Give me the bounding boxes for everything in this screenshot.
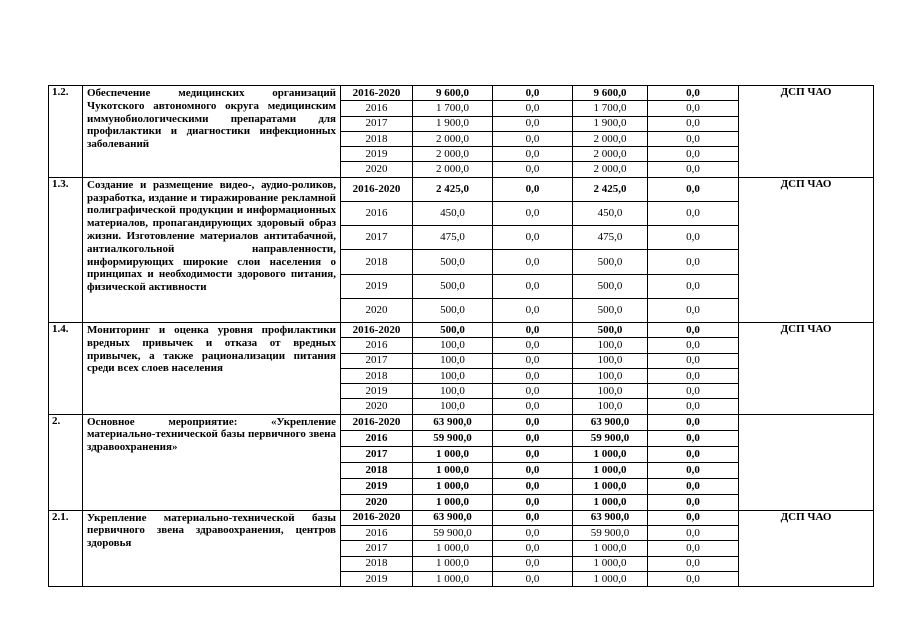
total-cell: 450,0 xyxy=(413,201,493,225)
federal-cell: 0,0 xyxy=(493,226,573,250)
total-cell: 100,0 xyxy=(413,338,493,353)
federal-cell: 0,0 xyxy=(493,446,573,462)
total-cell: 500,0 xyxy=(413,250,493,274)
other-cell: 0,0 xyxy=(648,147,739,162)
total-cell: 63 900,0 xyxy=(413,414,493,430)
regional-cell: 500,0 xyxy=(573,250,648,274)
regional-cell: 1 900,0 xyxy=(573,116,648,131)
year-cell: 2020 xyxy=(341,494,413,510)
total-cell: 59 900,0 xyxy=(413,430,493,446)
federal-cell: 0,0 xyxy=(493,101,573,116)
federal-cell: 0,0 xyxy=(493,430,573,446)
regional-cell: 500,0 xyxy=(573,298,648,322)
total-cell: 1 000,0 xyxy=(413,462,493,478)
federal-cell: 0,0 xyxy=(493,368,573,383)
total-cell: 1 900,0 xyxy=(413,116,493,131)
total-cell: 1 700,0 xyxy=(413,101,493,116)
federal-cell: 0,0 xyxy=(493,322,573,337)
table-row xyxy=(49,86,874,101)
regional-cell: 1 700,0 xyxy=(573,101,648,116)
responsible-org: ДСП ЧАО xyxy=(739,322,874,414)
year-cell: 2018 xyxy=(341,462,413,478)
federal-cell: 0,0 xyxy=(493,86,573,101)
year-cell: 2016 xyxy=(341,101,413,116)
year-cell: 2020 xyxy=(341,399,413,414)
federal-cell: 0,0 xyxy=(493,525,573,540)
total-cell: 2 000,0 xyxy=(413,162,493,177)
regional-cell: 59 900,0 xyxy=(573,525,648,540)
other-cell: 0,0 xyxy=(648,86,739,101)
year-cell: 2016-2020 xyxy=(341,86,413,101)
year-cell: 2019 xyxy=(341,478,413,494)
regional-cell: 63 900,0 xyxy=(573,510,648,525)
regional-cell: 1 000,0 xyxy=(573,571,648,586)
year-cell: 2016 xyxy=(341,201,413,225)
other-cell: 0,0 xyxy=(648,162,739,177)
other-cell: 0,0 xyxy=(648,541,739,556)
total-cell: 100,0 xyxy=(413,368,493,383)
regional-cell: 450,0 xyxy=(573,201,648,225)
year-cell: 2018 xyxy=(341,250,413,274)
regional-cell: 2 000,0 xyxy=(573,162,648,177)
responsible-org: ДСП ЧАО xyxy=(739,177,874,322)
total-cell: 1 000,0 xyxy=(413,494,493,510)
total-cell: 2 000,0 xyxy=(413,131,493,146)
year-cell: 2020 xyxy=(341,298,413,322)
other-cell: 0,0 xyxy=(648,462,739,478)
regional-cell: 100,0 xyxy=(573,384,648,399)
table-row xyxy=(49,177,874,201)
total-cell: 500,0 xyxy=(413,322,493,337)
federal-cell: 0,0 xyxy=(493,177,573,201)
item-description: Укрепление материально-технической базы первичного звена здравоохранения, центров здоровья xyxy=(83,510,341,586)
year-cell: 2019 xyxy=(341,571,413,586)
regional-cell: 100,0 xyxy=(573,353,648,368)
year-cell: 2017 xyxy=(341,541,413,556)
federal-cell: 0,0 xyxy=(493,116,573,131)
federal-cell: 0,0 xyxy=(493,162,573,177)
other-cell: 0,0 xyxy=(648,525,739,540)
federal-cell: 0,0 xyxy=(493,541,573,556)
other-cell: 0,0 xyxy=(648,399,739,414)
other-cell: 0,0 xyxy=(648,322,739,337)
federal-cell: 0,0 xyxy=(493,131,573,146)
other-cell: 0,0 xyxy=(648,446,739,462)
total-cell: 1 000,0 xyxy=(413,556,493,571)
total-cell: 63 900,0 xyxy=(413,510,493,525)
regional-cell: 63 900,0 xyxy=(573,414,648,430)
year-cell: 2018 xyxy=(341,368,413,383)
total-cell: 2 000,0 xyxy=(413,147,493,162)
year-cell: 2017 xyxy=(341,116,413,131)
total-cell: 500,0 xyxy=(413,274,493,298)
federal-cell: 0,0 xyxy=(493,510,573,525)
other-cell: 0,0 xyxy=(648,298,739,322)
total-cell: 100,0 xyxy=(413,353,493,368)
regional-cell: 500,0 xyxy=(573,274,648,298)
other-cell: 0,0 xyxy=(648,274,739,298)
federal-cell: 0,0 xyxy=(493,494,573,510)
year-cell: 2016 xyxy=(341,338,413,353)
item-description: Мониторинг и оценка уровня профилактики вредных привычек и отказа от вредных привычек, а также рационализации питания среди всех слоев населения xyxy=(83,322,341,414)
other-cell: 0,0 xyxy=(648,556,739,571)
regional-cell: 100,0 xyxy=(573,338,648,353)
total-cell: 2 425,0 xyxy=(413,177,493,201)
other-cell: 0,0 xyxy=(648,226,739,250)
regional-cell: 1 000,0 xyxy=(573,446,648,462)
regional-cell: 100,0 xyxy=(573,399,648,414)
federal-cell: 0,0 xyxy=(493,462,573,478)
regional-cell: 100,0 xyxy=(573,368,648,383)
year-cell: 2019 xyxy=(341,147,413,162)
regional-cell: 9 600,0 xyxy=(573,86,648,101)
federal-cell: 0,0 xyxy=(493,556,573,571)
total-cell: 1 000,0 xyxy=(413,478,493,494)
regional-cell: 1 000,0 xyxy=(573,462,648,478)
federal-cell: 0,0 xyxy=(493,478,573,494)
item-number: 1.3. xyxy=(49,177,83,322)
year-cell: 2016-2020 xyxy=(341,510,413,525)
regional-cell: 59 900,0 xyxy=(573,430,648,446)
table-row xyxy=(49,322,874,337)
year-cell: 2019 xyxy=(341,384,413,399)
total-cell: 1 000,0 xyxy=(413,571,493,586)
year-cell: 2020 xyxy=(341,162,413,177)
year-cell: 2018 xyxy=(341,556,413,571)
federal-cell: 0,0 xyxy=(493,201,573,225)
total-cell: 59 900,0 xyxy=(413,525,493,540)
regional-cell: 2 000,0 xyxy=(573,131,648,146)
year-cell: 2016-2020 xyxy=(341,177,413,201)
federal-cell: 0,0 xyxy=(493,384,573,399)
total-cell: 1 000,0 xyxy=(413,541,493,556)
year-cell: 2017 xyxy=(341,353,413,368)
item-number: 2. xyxy=(49,414,83,510)
total-cell: 9 600,0 xyxy=(413,86,493,101)
program-activities-table xyxy=(48,85,874,587)
federal-cell: 0,0 xyxy=(493,147,573,162)
regional-cell: 2 000,0 xyxy=(573,147,648,162)
year-cell: 2016 xyxy=(341,430,413,446)
other-cell: 0,0 xyxy=(648,494,739,510)
total-cell: 475,0 xyxy=(413,226,493,250)
other-cell: 0,0 xyxy=(648,353,739,368)
other-cell: 0,0 xyxy=(648,368,739,383)
year-cell: 2017 xyxy=(341,446,413,462)
responsible-org xyxy=(739,414,874,510)
responsible-org: ДСП ЧАО xyxy=(739,510,874,586)
federal-cell: 0,0 xyxy=(493,298,573,322)
other-cell: 0,0 xyxy=(648,571,739,586)
other-cell: 0,0 xyxy=(648,338,739,353)
table-body xyxy=(49,86,874,587)
table-row xyxy=(49,510,874,525)
other-cell: 0,0 xyxy=(648,414,739,430)
year-cell: 2019 xyxy=(341,274,413,298)
item-description: Обеспечение медицинских организаций Чукотского автономного округа медицинским иммунобиологическими препаратами для профилактики и диагностики инфекционных заболеваний xyxy=(83,86,341,178)
other-cell: 0,0 xyxy=(648,478,739,494)
federal-cell: 0,0 xyxy=(493,414,573,430)
year-cell: 2017 xyxy=(341,226,413,250)
regional-cell: 2 425,0 xyxy=(573,177,648,201)
regional-cell: 1 000,0 xyxy=(573,541,648,556)
year-cell: 2016-2020 xyxy=(341,414,413,430)
table-row xyxy=(49,414,874,430)
other-cell: 0,0 xyxy=(648,201,739,225)
item-number: 1.2. xyxy=(49,86,83,178)
regional-cell: 475,0 xyxy=(573,226,648,250)
regional-cell: 1 000,0 xyxy=(573,478,648,494)
item-description: Создание и размещение видео-, аудио-роликов, разработка, издание и тиражирование рекламной полиграфической продукции и информационных материалов, пропагандирующих здоровый образ жизни. Изготовление материалов антитабачной, антиалкогольной направленности, информирующих широкие слои населения о принципах и необходимости здорового питания, физической активности xyxy=(83,177,341,322)
item-number: 1.4. xyxy=(49,322,83,414)
total-cell: 1 000,0 xyxy=(413,446,493,462)
federal-cell: 0,0 xyxy=(493,274,573,298)
other-cell: 0,0 xyxy=(648,384,739,399)
other-cell: 0,0 xyxy=(648,131,739,146)
federal-cell: 0,0 xyxy=(493,353,573,368)
other-cell: 0,0 xyxy=(648,250,739,274)
federal-cell: 0,0 xyxy=(493,338,573,353)
regional-cell: 1 000,0 xyxy=(573,556,648,571)
federal-cell: 0,0 xyxy=(493,399,573,414)
federal-cell: 0,0 xyxy=(493,571,573,586)
year-cell: 2018 xyxy=(341,131,413,146)
year-cell: 2016-2020 xyxy=(341,322,413,337)
other-cell: 0,0 xyxy=(648,510,739,525)
federal-cell: 0,0 xyxy=(493,250,573,274)
item-description: Основное мероприятие: «Укрепление материально-технической базы первичного звена здравоохранения» xyxy=(83,414,341,510)
total-cell: 500,0 xyxy=(413,298,493,322)
year-cell: 2016 xyxy=(341,525,413,540)
other-cell: 0,0 xyxy=(648,177,739,201)
total-cell: 100,0 xyxy=(413,399,493,414)
document-sheet xyxy=(48,85,873,587)
regional-cell: 1 000,0 xyxy=(573,494,648,510)
other-cell: 0,0 xyxy=(648,430,739,446)
responsible-org: ДСП ЧАО xyxy=(739,86,874,178)
item-number: 2.1. xyxy=(49,510,83,586)
other-cell: 0,0 xyxy=(648,101,739,116)
total-cell: 100,0 xyxy=(413,384,493,399)
regional-cell: 500,0 xyxy=(573,322,648,337)
other-cell: 0,0 xyxy=(648,116,739,131)
